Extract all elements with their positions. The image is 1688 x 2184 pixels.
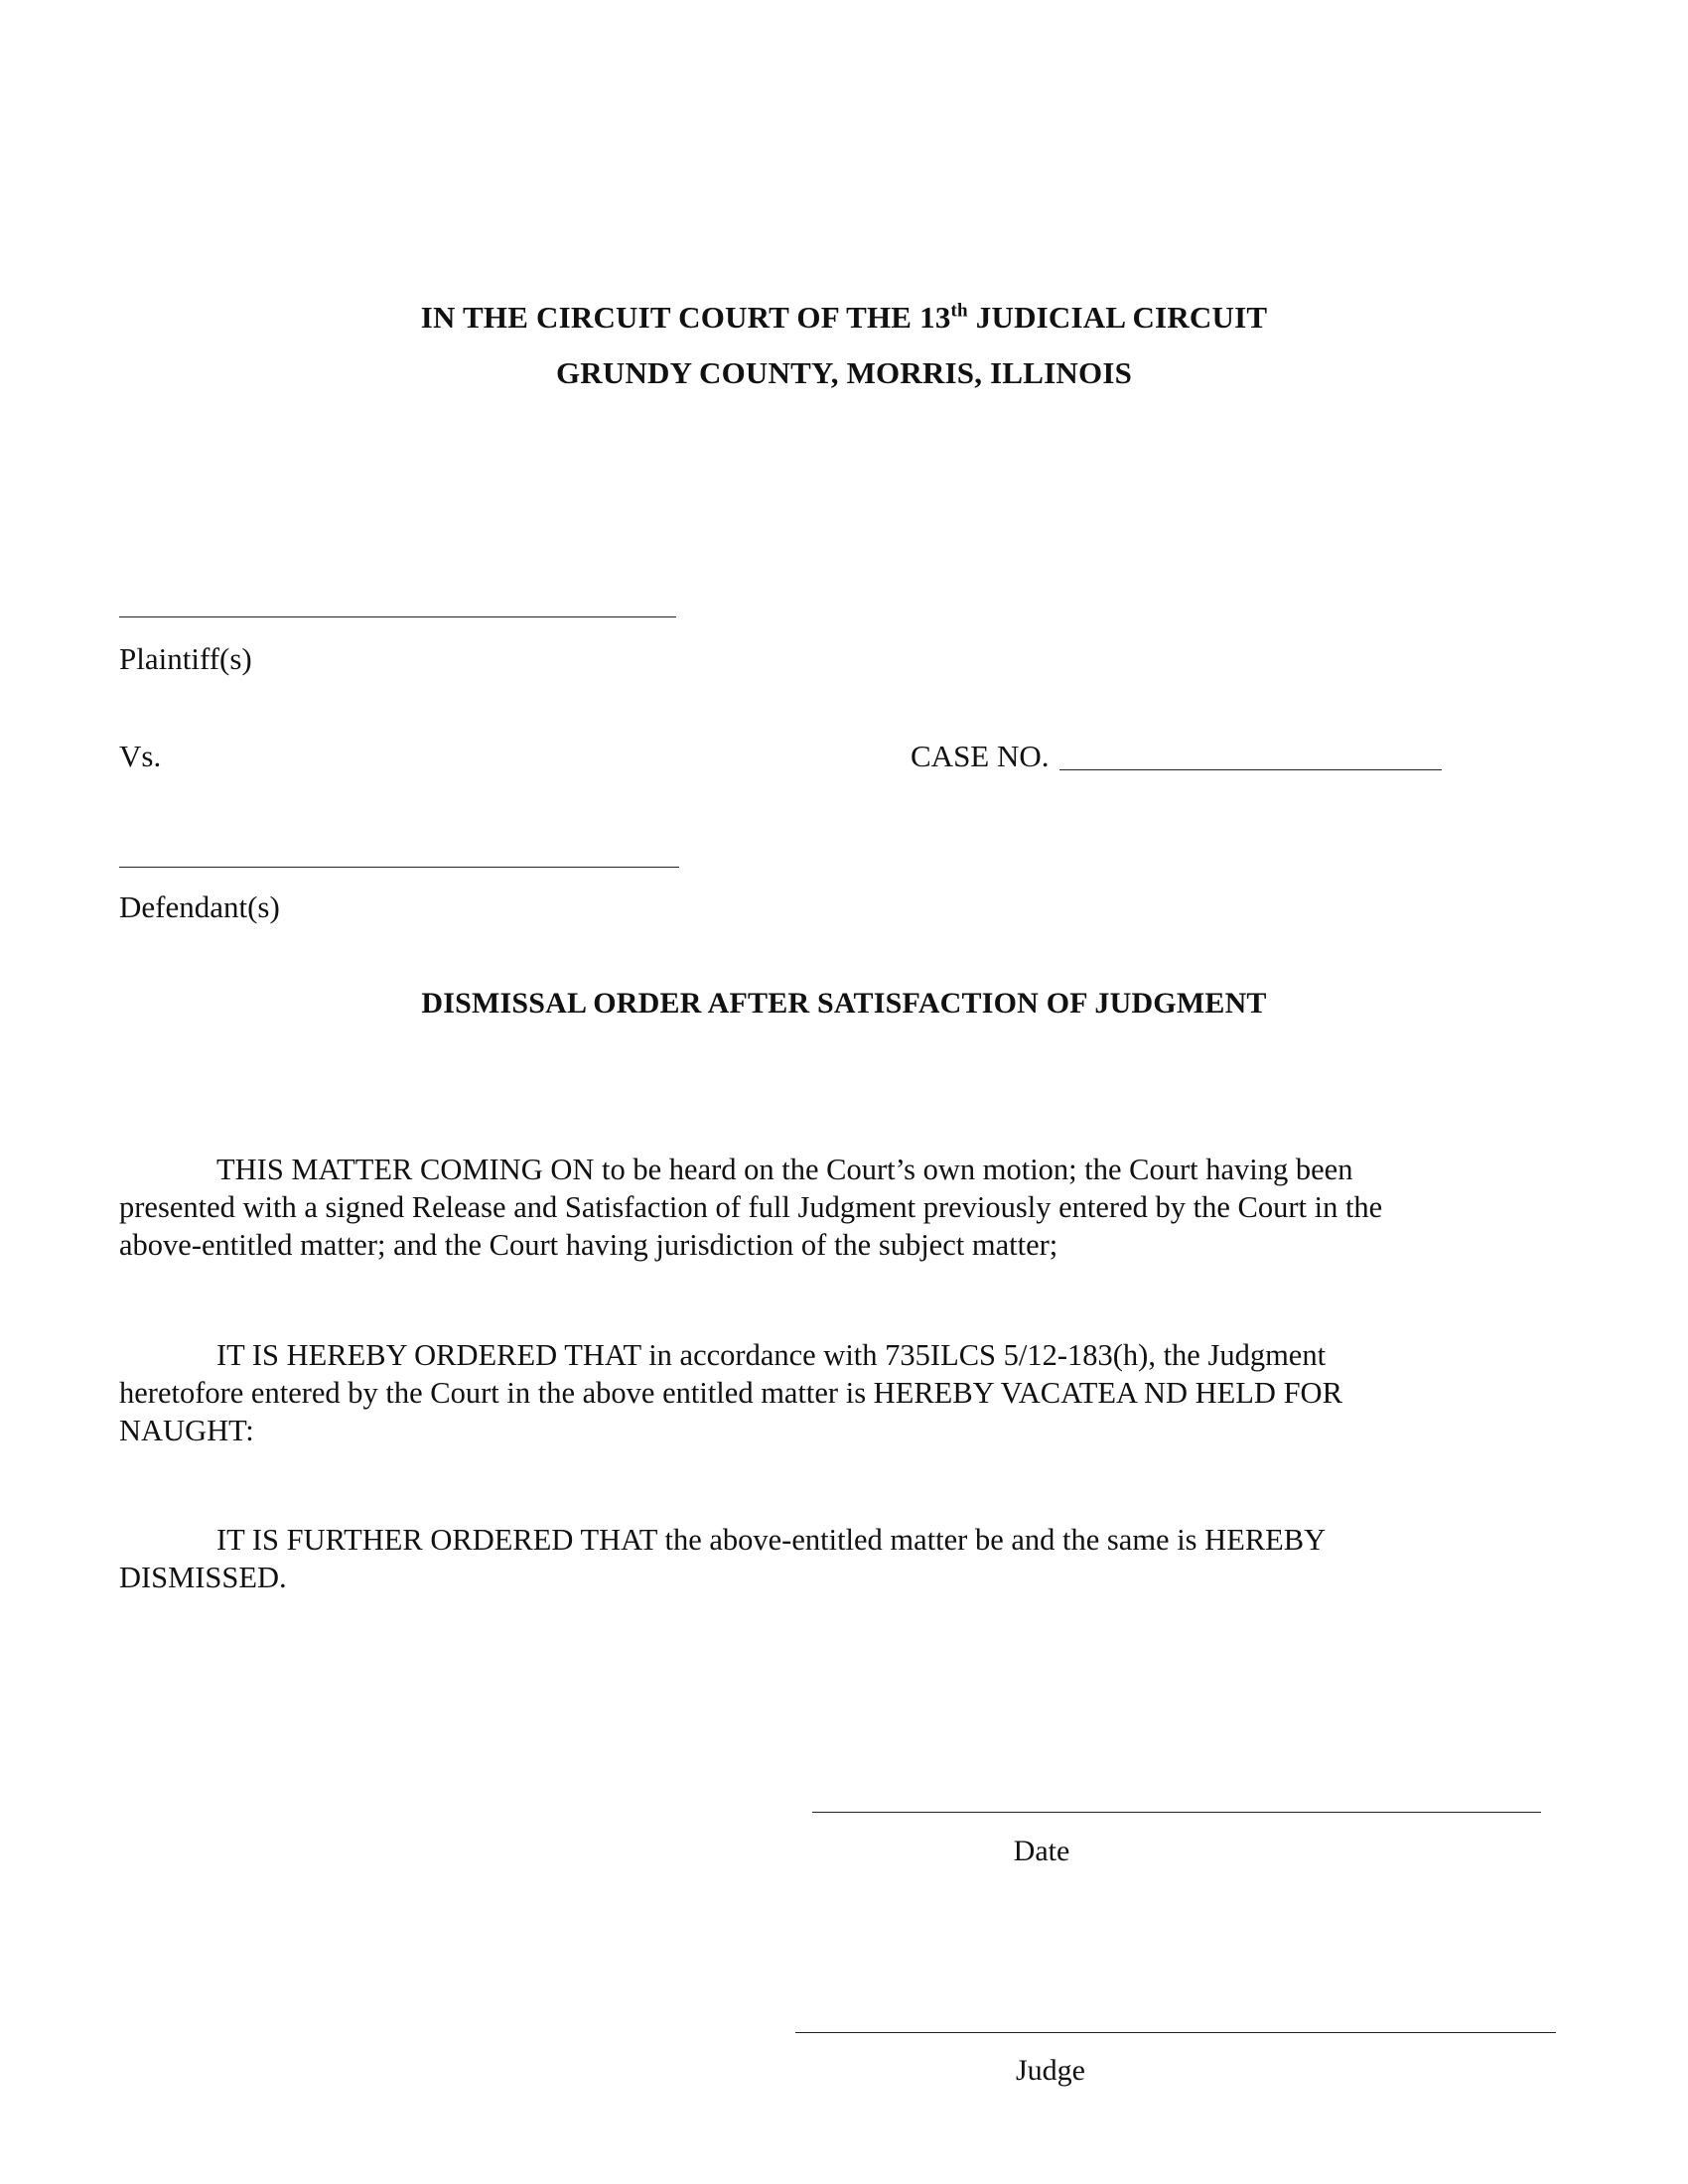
court-header-line-1-suffix: JUDICIAL CIRCUIT <box>967 300 1268 335</box>
paragraph-3-line-1: IT IS FURTHER ORDERED THAT the above-entitled matter be and the same is HEREBY <box>216 1523 1327 1557</box>
judge-label: Judge <box>1016 2054 1085 2087</box>
court-header-line-1-prefix: IN THE CIRCUIT COURT OF THE 13 <box>420 300 951 335</box>
court-header-line-1 <box>0 300 1688 336</box>
court-header-superscript: th <box>950 300 968 322</box>
versus-label: Vs. <box>119 739 162 773</box>
defendant-label: Defendant(s) <box>119 889 280 924</box>
case-no-label: CASE NO. <box>911 739 1050 773</box>
paragraph-2-line-1: IT IS HEREBY ORDERED THAT in accordance with 735ILCS 5/12-183(h), the Judgment <box>216 1338 1327 1372</box>
order-title: DISMISSAL ORDER AFTER SATISFACTION OF JUDGMENT <box>421 987 1267 1020</box>
plaintiff-signature-line[interactable] <box>119 616 676 617</box>
paragraph-1-line-3: above-entitled matter; and the Court having jurisdiction of the subject matter; <box>119 1228 1058 1262</box>
paragraph-3-line-2: DISMISSED. <box>119 1561 287 1594</box>
paragraph-1-line-1: THIS MATTER COMING ON to be heard on the Court’s own motion; the Court having been <box>216 1153 1353 1186</box>
date-signature-line[interactable] <box>812 1812 1541 1813</box>
defendant-signature-line[interactable] <box>119 867 679 868</box>
judge-signature-line[interactable] <box>795 2032 1556 2033</box>
plaintiff-label: Plaintiff(s) <box>119 641 252 676</box>
order-paragraph-3 <box>119 1521 1509 1596</box>
order-paragraph-2 <box>119 1336 1509 1449</box>
paragraph-1-line-2: presented with a signed Release and Satisfaction of full Judgment previously entered by the Court in the <box>119 1190 1383 1224</box>
case-no-line[interactable] <box>1059 769 1442 770</box>
paragraph-2-line-3: NAUGHT: <box>119 1414 254 1447</box>
paragraph-2-line-2: heretofore entered by the Court in the above entitled matter is HEREBY VACATEA ND HELD FOR <box>119 1376 1342 1410</box>
order-paragraph-1 <box>119 1151 1509 1264</box>
court-header-line-2: GRUNDY COUNTY, MORRIS, ILLINOIS <box>555 355 1133 390</box>
date-label: Date <box>1013 1835 1070 1867</box>
